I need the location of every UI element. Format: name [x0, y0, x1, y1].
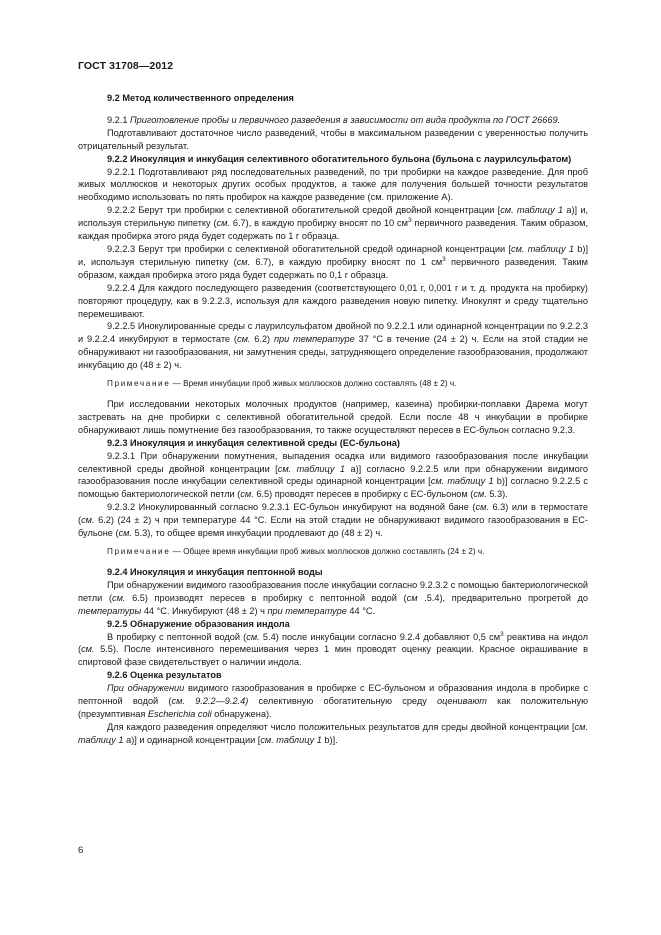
note-1: Примечание — Время инкубации проб живых моллюсков должно составлять (48 ± 2) ч. [107, 379, 457, 389]
section-heading-9-2-3: 9.2.3 Инокуляция и инкубация селективной среды (ЕС-бульона) [107, 437, 400, 448]
paragraph-9-2-4: При обнаружении видимого газообразования после инкубации согласно 9.2.3.2 с помощью бактериологической петли (см. 6.5) производят пересев в пробирку с пептонной водой (см .5.4), предварительно прогретой до температуры 44 °С. Инкубируют (48 ± 2) ч при температуре 44 °С. [78, 579, 588, 616]
paragraph-9-2-6: При обнаружении видимого газообразования в пробирке с ЕС-бульоном и образования индола в пробирке с пептонной водой (см. 9.2.2—9.2.4) селективную обогатительную среду оценивают как положительную (презумптивная Escherichia coli обнаружена). [78, 683, 588, 719]
page-header-standard-number: ГОСТ 31708—2012 [78, 60, 174, 72]
section-heading-9-2: 9.2 Метод количественного определения [107, 93, 294, 103]
paragraph-9-2-3-2: 9.2.3.2 Инокулированный согласно 9.2.3.1 ЕС-бульон инкубируют на водяной бане (см. 6.3) или в термостате (см. 6.2) (24 ± 2) ч при температуре 44 °С. Если на этой стадии не обнаруживают видимого газообразования в ЕС-бульоне (см. 5.3), то общее время инкубации продлевают до (48 ± 2) ч. [78, 502, 588, 539]
paragraph-9-2-2-4: 9.2.2.4 Для каждого последующего разведения (соответствующего 0,01 г, 0,001 г и т. д. продукта на пробирку) повторяют процедуру, как в 9.2.2.3, используя для каждого разведения новую пипетку. Инокулят и среду тщательно перемешивают. [78, 282, 588, 319]
note-label: Примечание [107, 379, 171, 389]
paragraph-9-2-1-b: Подготавливают достаточное число разведений, чтобы в максимальном разведении c уверенностью получить отрицательный результат. [78, 127, 588, 151]
page-number: 6 [78, 845, 84, 856]
paragraph-final: Для каждого разведения определяют число положительных результатов для среды двойной концентрации [см. таблицу 1 а)] и одинарной концентрации [см. таблицу 1 b)]. [78, 721, 588, 745]
paragraph-9-2-3-1: 9.2.3.1 При обнаружении помутнения, выпадения осадка или видимого газообразования после инкубации селективной среды двойной концентрации [см. таблицу 1 а)] согласно 9.2.2.5 или при обнаружении видимого газообразования после инкубации селективной среды одинарной концентрации [см. таблицу 1 b)] согласно 9.2.2.5 с помощью бактериологической петли (см. 6.5) проводят пересев в пробирку с ЕС-бульоном (см. 5.3). [78, 450, 589, 500]
section-heading-9-2-5: 9.2.5 Обнаружение образования индола [107, 618, 290, 629]
section-heading-9-2-2: 9.2.2 Инокуляция и инкубация селективного обогатительного бульона (бульона с лаурилсульфатом) [107, 153, 572, 164]
section-heading-9-2-4: 9.2.4 Инокуляция и инкубация пептонной воды [107, 567, 323, 577]
paragraph-9-2-1: 9.2.1 Приготовление пробы и первичного разведения в зависимости от вида продукта по ГОСТ 26669. [107, 114, 561, 125]
paragraph-9-2-2-5: 9.2.2.5 Инокулированные среды с лаурилсульфатом двойной по 9.2.2.1 или одинарной концентрации по 9.2.2.3 и 9.2.2.4 инкубируют в термостате (см. 6.2) при температуре 37 °С в течение (24 ± 2) ч. Если на этой стадии не обнаруживают ни газообразования, ни замутнения среды, затрудняющего определение газообразования, продолжают инкубацию до (48 ± 2) ч. [78, 321, 589, 371]
note-label: Примечание [107, 547, 171, 556]
note-2: Примечание — Общее время инкубации проб живых моллюсков должно составлять (24 ± 2) ч. [107, 547, 485, 556]
paragraph-9-2-5: В пробирку с пептонной водой (см. 5.4) после инкубации согласно 9.2.4 добавляют 0,5 $см^3$ реактива на индол (см. 5.5). После интенсивного перемешивания через 1 мин проводят оценку реакции. Красное окрашивание в спиртовой фазе свидетельствует о наличии индола. [78, 630, 588, 668]
paragraph-after-note-1: При исследовании некоторых молочных продуктов (например, казеина) пробирки-поплавки Дарема могут застревать на дне пробирки с селективной обогатительной средой. Если после 48 ч инкубации в пробирке обнаруживают лишь помутнение без газообразования, то также осуществляют пересев в ЕС-бульон согласно 9.2.3. [78, 399, 588, 435]
document-body [78, 92, 588, 747]
paragraph-9-2-2-3: 9.2.2.3 Берут три пробирки с селективной обогатительной средой одинарной концентрации [см. таблицу 1 b)] и, используя стерильную пипетку (см. 6.7), в каждую пробирку вносят по 1 $см^3$ первичного разведения. Таким образом, каждая пробирка этого ряда будет содержать по 0,1 г образца. [78, 243, 589, 280]
section-heading-9-2-6: 9.2.6 Оценка результатов [107, 670, 222, 681]
paragraph-9-2-2-1: 9.2.2.1 Подготавливают ряд последовательных разведений, по три пробирки на каждое разведение. Для проб живых моллюсков и некоторых других особых продуктов, а также для получения большей точности результатов необходимо использовать по пять пробирок на каждое разведение (см. приложение А). [78, 166, 588, 203]
paragraph-9-2-2-2: 9.2.2.2 Берут три пробирки c селективной обогатительной средой двойной концентрации [см. таблицу 1 а)] и, используя стерильную пипетку (см. 6.7), в каждую пробирку вносят по 10 $см^3$ первичного разведения. Таким образом, каждая пробирка этого ряда будет содержать по 1 г образца. [78, 205, 589, 242]
